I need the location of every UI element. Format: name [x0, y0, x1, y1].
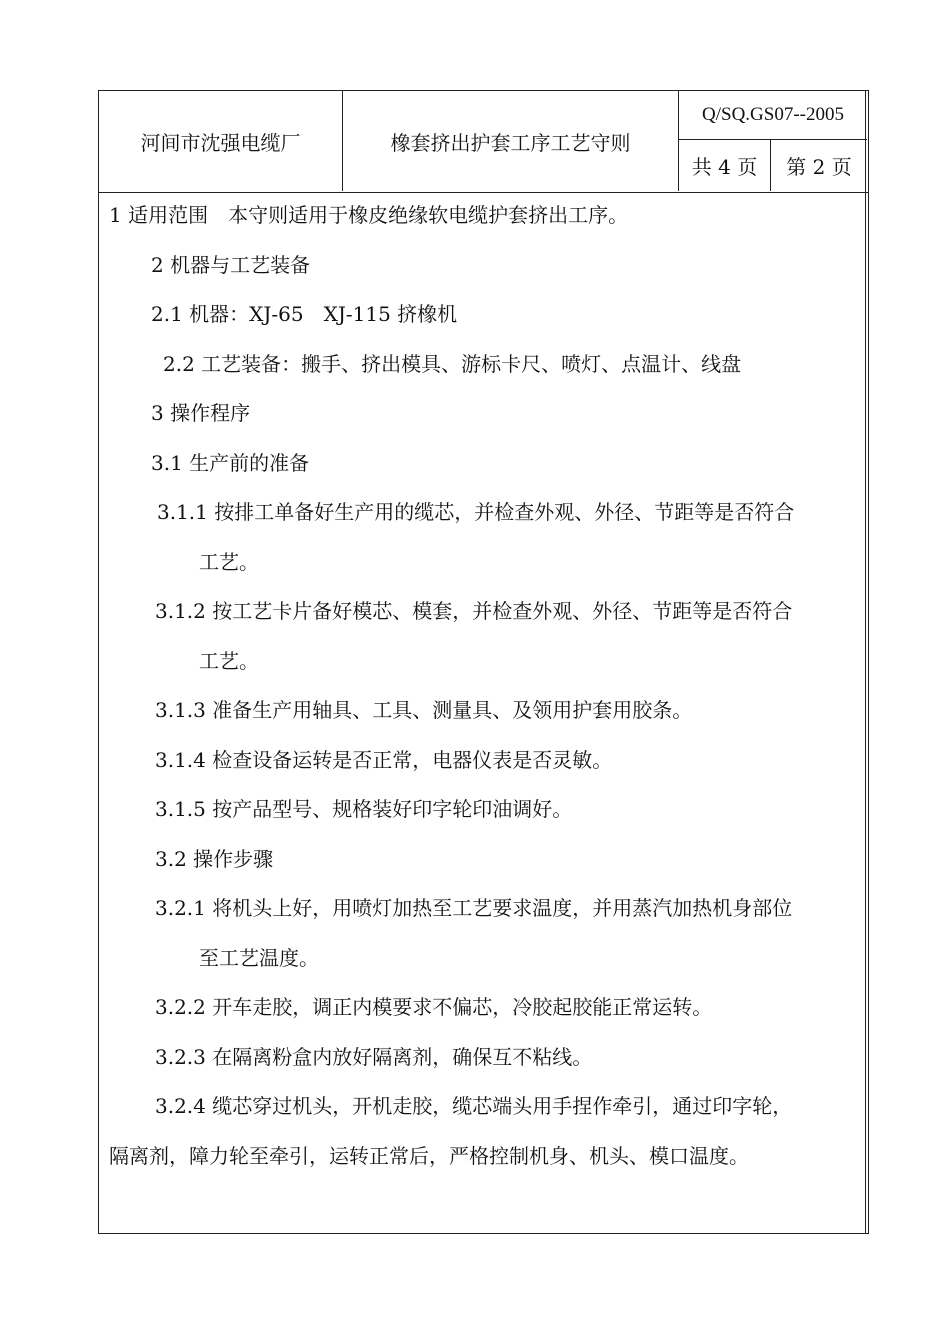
section-scope: 1 适用范围 本守则适用于橡皮绝缘软电缆护套挤出工序。 [109, 203, 629, 227]
clause-line: 3.1.1 按排工单备好生产用的缆芯，并检查外观、外径、节距等是否符合 [157, 500, 795, 524]
clause-line: 3.1.2 按工艺卡片备好模芯、模套，并检查外观、外径、节距等是否符合 [155, 599, 793, 623]
header-table [99, 91, 868, 193]
clause-continuation: 至工艺温度。 [199, 946, 319, 970]
clause-line: 3.1.3 准备生产用轴具、工具、测量具、及领用护套用胶条。 [155, 698, 693, 722]
document-title: 橡套挤出护套工序工艺守则 [343, 91, 679, 191]
clause-continuation: 工艺。 [199, 550, 259, 574]
clause-line: 3.2.3 在隔离粉盒内放好隔离剂，确保互不粘线。 [155, 1045, 593, 1069]
clause-line: 3.2.4 缆芯穿过机头，开机走胶，缆芯端头用手捏作牵引，通过印字轮， [155, 1094, 793, 1118]
clause-continuation: 隔离剂，障力轮至牵引，运转正常后，严格控制机身、机头、模口温度。 [109, 1144, 749, 1168]
clause-line: 3.1.4 检查设备运转是否正常，电器仪表是否灵敏。 [155, 748, 613, 772]
clause-continuation: 工艺。 [199, 649, 259, 673]
subsection-heading: 3.1 生产前的准备 [151, 451, 310, 475]
section-heading: 3 操作程序 [151, 401, 251, 425]
subsection-heading: 3.2 操作步骤 [155, 847, 274, 871]
page-number: 第 2 页 [786, 155, 852, 179]
document-code: Q/SQ.GS07--2005 [679, 91, 867, 140]
clause-line: 3.2.2 开车走胶，调正内模要求不偏芯，冷胶起胶能正常运转。 [155, 995, 713, 1019]
total-pages: 共 4 页 [679, 140, 771, 191]
clause-line: 3.1.5 按产品型号、规格装好印字轮印油调好。 [155, 797, 573, 821]
company-name: 河间市沈强电缆厂 [99, 91, 343, 191]
clause-line: 2.1 机器：XJ-65 XJ-115 挤橡机 [151, 302, 458, 326]
document-frame [98, 90, 869, 1234]
section-heading: 2 机器与工艺装备 [151, 253, 311, 277]
clause-line: 3.2.1 将机头上好，用喷灯加热至工艺要求温度，并用蒸汽加热机身部位 [155, 896, 793, 920]
clause-line: 2.2 工艺装备：搬手、挤出模具、游标卡尺、喷灯、点温计、线盘 [163, 352, 742, 376]
